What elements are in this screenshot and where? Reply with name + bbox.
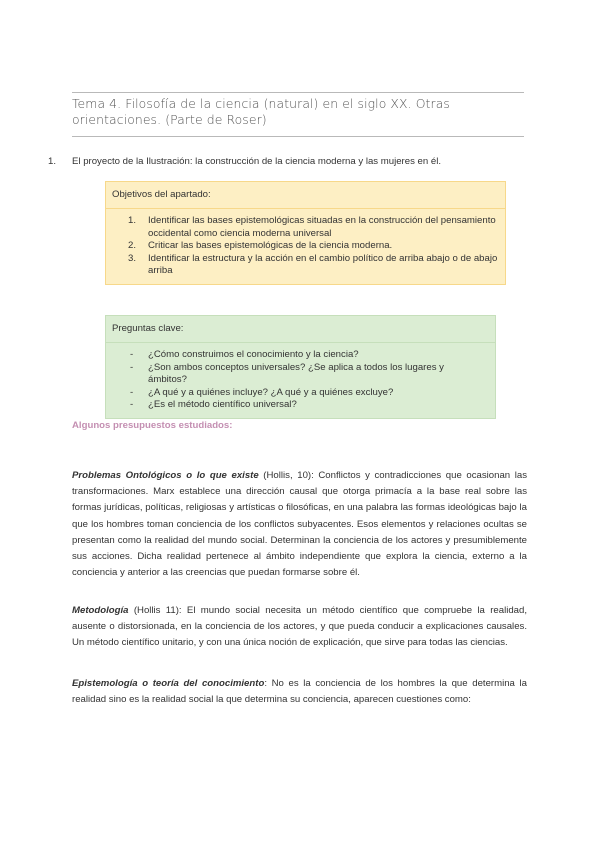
key-questions-heading: Preguntas clave: [106,316,495,343]
key-questions-list [106,349,495,412]
paragraph-text: (Hollis, 10): Conflictos y contradicciones que ocasionan las transformaciones. Marx establece una dirección causal que otorga primacía a la base real sobre las formas jurídicas, políticas, religiosas y artísticas o filosóficas, en una palabra las formas ideológicas bajo la que los hombres toman conciencia de los conflictos subyacentes. Esos elementos y relaciones ocultas se presentan como la realidad del mundo social. Determinan la conciencia de los actores y presumiblemente sus acciones. Dicha realidad pertenece al ámbito independiente que explora la ciencia, externo a la conciencia y anterior a las creencias que puedan formarse sobre él. [72,470,527,579]
objectives-list [106,215,505,278]
paragraph-lead: Problemas Ontológicos o lo que existe [72,470,259,481]
objectives-box [105,181,506,285]
list-text: Criticar las bases epistemológicas de la ciencia moderna. [148,240,393,251]
list-number: 2. [128,240,137,251]
presupuestos-heading: Algunos presupuestos estudiados: [72,420,233,431]
list-item [106,399,495,412]
paragraph-epistemologia [72,676,527,708]
list-text: ¿Cómo construimos el conocimiento y la ciencia? [148,349,359,360]
paragraph-text: : No es la conciencia de los hombres la que determina la realidad sino es la realidad social la que determina su conciencia, aparecen cuestiones como: [72,678,527,706]
list-dash: - [130,349,134,360]
paragraph-lead: Epistemología o teoría del conocimiento [72,678,265,689]
list-dash: - [130,361,134,373]
section-title: El proyecto de la Ilustración: la construcción de la ciencia moderna y las mujeres en él. [72,156,442,167]
paragraph-metodologia [72,603,527,652]
list-number: 1. [128,215,137,226]
paragraph-ontologicos [72,468,527,581]
list-text: Identificar las bases epistemológicas situadas en la construcción del pensamiento occidental como ciencia moderna universal [148,215,496,239]
list-number: 3. [128,252,137,264]
page-title: Tema 4. Filosofía de la ciencia (natural) en el siglo XX. Otras orientaciones. (Parte de Roser) [72,96,450,127]
list-item [106,387,495,400]
key-questions-box [105,315,496,419]
list-text: Identificar la estructura y la acción en el cambio político de arriba abajo o de abajo arriba [148,252,498,276]
list-item [106,362,495,387]
paragraph-lead: Metodología [72,605,129,616]
list-dash: - [130,386,134,398]
list-text: ¿Es el método científico universal? [148,399,297,410]
header-bottom-rule [72,136,524,137]
list-text: ¿Son ambos conceptos universales? ¿Se aplica a todos los lugares y ámbitos? [148,361,444,385]
list-item [106,253,505,278]
list-item [106,240,505,253]
list-item [106,349,495,362]
list-dash: - [130,399,134,410]
paragraph-text: (Hollis 11): El mundo social necesita un método científico que compruebe la realidad, ausente o distorsionada, en la conciencia de los actores, y que pueda conducir a explicaciones causales. Un método científico unitario, y con una única noción de explicación, que sirve para todas las ciencias. [72,605,527,649]
list-text: ¿A qué y a quiénes incluye? ¿A qué y a quiénes excluye? [148,386,394,398]
list-item [106,215,505,240]
objectives-heading: Objetivos del apartado: [106,182,505,209]
section-number: 1. [48,156,57,167]
header-top-rule [72,92,524,93]
